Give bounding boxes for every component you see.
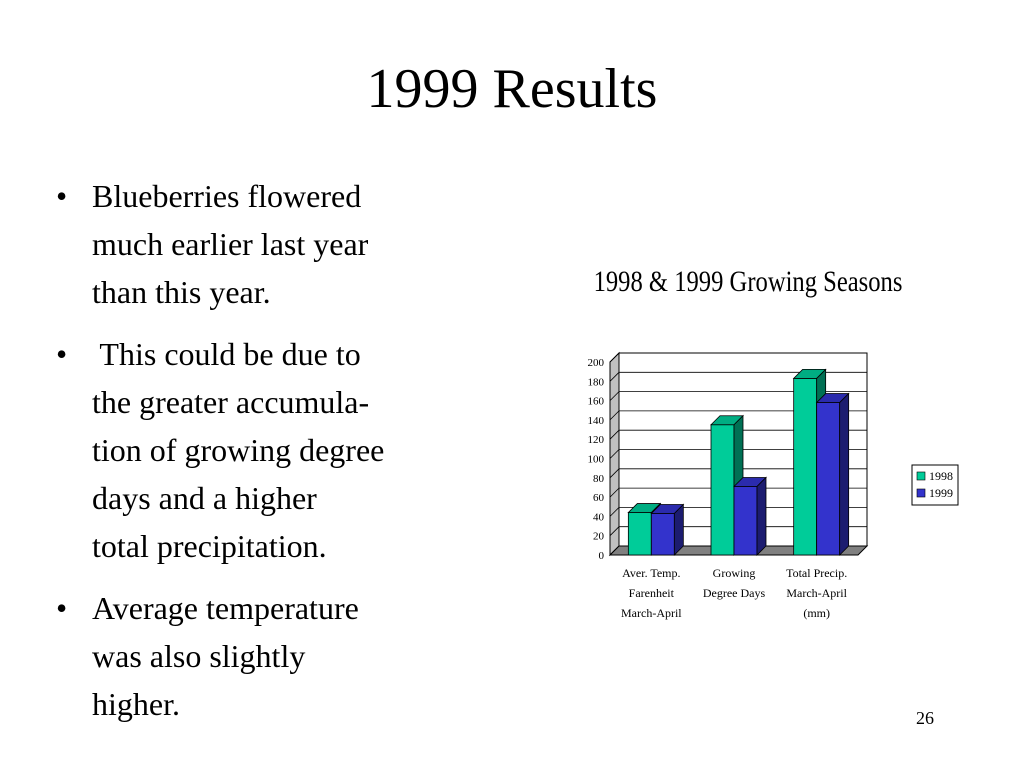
y-tick-label: 120 xyxy=(587,434,604,447)
bullet-line: total precipitation. xyxy=(92,528,327,564)
x-tick-label: (mm) xyxy=(803,606,831,620)
bar-1999 xyxy=(651,514,674,555)
bar-1998 xyxy=(711,425,734,555)
bullet-line: Average temperature xyxy=(92,590,359,626)
bullet-item xyxy=(56,172,476,316)
y-tick-label: 60 xyxy=(593,492,604,505)
bullet-dot: • xyxy=(56,178,68,214)
bar-side-1999 xyxy=(757,477,766,555)
bar-1998 xyxy=(794,378,817,555)
bar-1999 xyxy=(817,403,840,555)
y-tick-label: 100 xyxy=(587,453,604,466)
x-tick-label: Aver. Temp. xyxy=(622,566,681,580)
bullet-line: much earlier last year xyxy=(92,226,369,262)
bar-side-1999 xyxy=(674,505,683,555)
legend-swatch-1998 xyxy=(917,472,925,480)
y-tick-label: 80 xyxy=(593,472,604,485)
bullet-dot: • xyxy=(56,336,68,372)
bullet-line: was also slightly xyxy=(92,638,306,674)
x-tick-label: March-April xyxy=(786,586,847,600)
y-tick-label: 140 xyxy=(587,414,604,427)
page-number: 26 xyxy=(916,708,934,728)
y-tick-label: 0 xyxy=(598,550,604,562)
x-tick-label: Growing xyxy=(712,566,756,580)
y-tick-label: 40 xyxy=(593,511,604,524)
bullet-item xyxy=(56,584,476,728)
legend-label: 1999 xyxy=(929,486,953,500)
chart-title: 1998 & 1999 Growing Seasons xyxy=(593,265,903,298)
y-tick-label: 160 xyxy=(587,395,604,408)
bar-side-1999 xyxy=(840,394,849,555)
y-tick-label: 180 xyxy=(587,376,604,389)
bullet-line: tion of growing degree xyxy=(92,432,385,468)
y-tick-label: 200 xyxy=(587,357,604,369)
bullet-line: Blueberries flowered xyxy=(92,178,362,214)
x-tick-label: Total Precip. xyxy=(786,566,848,580)
bullet-line: days and a higher xyxy=(92,480,317,516)
bullet-dot: • xyxy=(56,590,68,626)
bullet-line: than this year. xyxy=(92,274,271,310)
slide-title: 1999 Results xyxy=(366,58,658,120)
y-tick-label: 20 xyxy=(593,530,604,543)
x-tick-label: Farenheit xyxy=(628,586,674,600)
bullet-line: This could be due to xyxy=(92,336,361,372)
bullet-line: the greater accumula- xyxy=(92,384,370,420)
bar-1999 xyxy=(734,486,757,555)
bullet-item xyxy=(56,330,476,570)
x-tick-label: March-April xyxy=(621,606,682,620)
legend-swatch-1999 xyxy=(917,489,925,497)
bullet-line: higher. xyxy=(92,686,180,722)
legend-label: 1998 xyxy=(929,469,953,483)
bullet-list xyxy=(56,172,476,742)
x-tick-label: Degree Days xyxy=(702,586,766,600)
bar-1998 xyxy=(628,513,651,555)
bar-chart xyxy=(560,350,970,640)
